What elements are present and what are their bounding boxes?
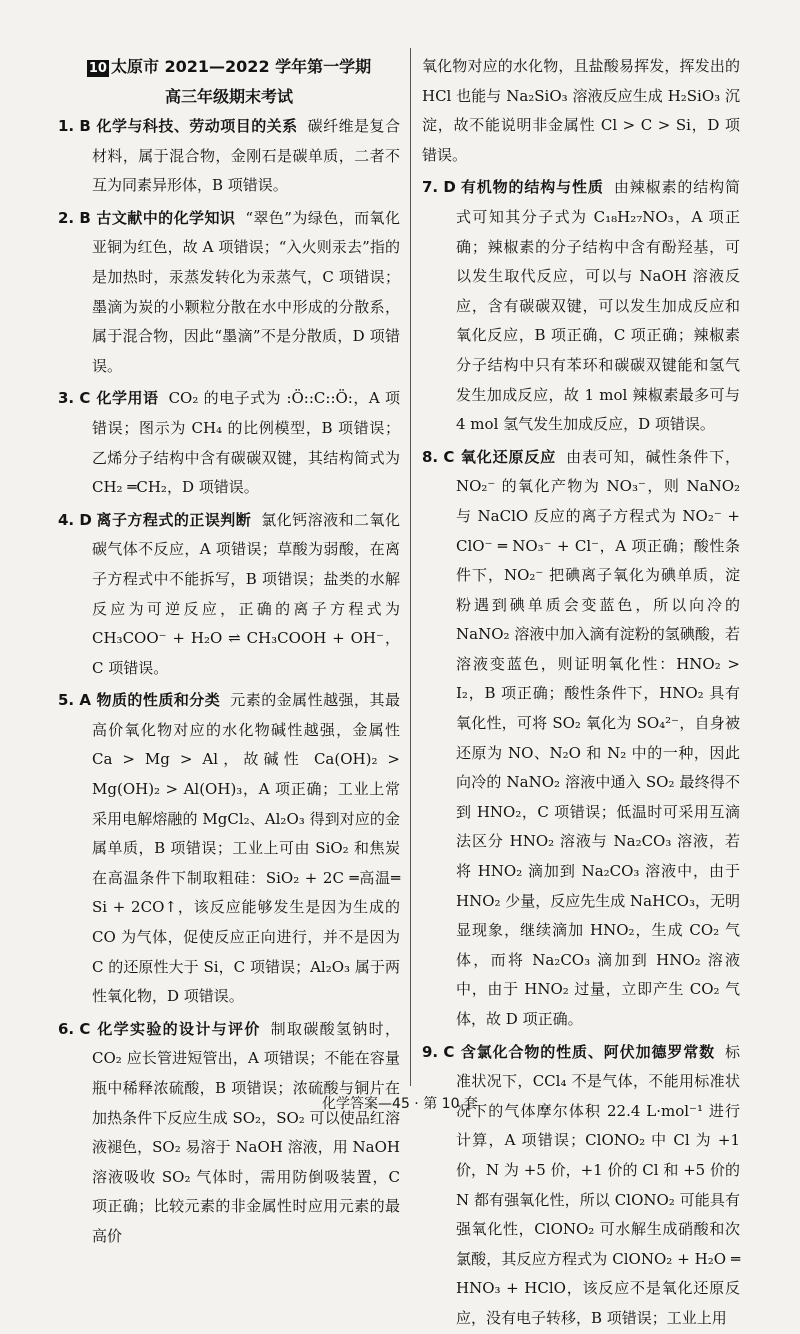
- answer-topic: 古文献中的化学知识: [96, 208, 236, 227]
- right-column: [422, 52, 745, 1334]
- answer-explanation: CO₂ 的电子式为 :Ö::C::Ö:，A 项错误；图示为 CH₄ 的比例模型，B 项错误；乙烯分子结构中含有碳碳双键，其结构简式为 CH₂ ═CH₂，D 项错误。: [92, 389, 405, 497]
- exam-title-line1: [58, 52, 400, 82]
- answer-item: [422, 1038, 745, 1334]
- answer-topic: 氧化还原反应: [460, 447, 557, 466]
- answer-topic: 离子方程式的正误判断: [96, 510, 252, 529]
- answer-item: [58, 204, 400, 382]
- set-number-badge: 10: [88, 61, 107, 76]
- answer-item: [422, 173, 745, 439]
- answer-explanation: 由表可知，碱性条件下，NO₂⁻ 的氧化产物为 NO₃⁻，则 NaNO₂ 与 NaClO 反应的离子方程式为 NO₂⁻ + ClO⁻ ═ NO₃⁻ + Cl⁻，A 项正确；酸性条件下，NO₂⁻ 把碘离子氧化为碘单质，淀粉遇到碘单质会变蓝色，所以向冷的 NaNO₂ 溶液中加入滴有淀粉的氢碘酸，若溶液变蓝色，则证明氧化性：HNO₂ > I₂，B 项正确；酸性条件下，HNO₂ 具有氧化性，可将 SO₂ 氧化为 SO₄²⁻，自身被还原为 NO、N₂O 和 N₂ 中的一种，因此向冷的 NaNO₂ 溶液中通入 SO₂ 最终得不到 HNO₂，C 项错误；低温时可采用互滴法区分 HNO₂ 溶液与 Na₂CO₃ 溶液，若将 HNO₂ 滴加到 Na₂CO₃ 溶液中，由于 HNO₂ 少量，反应先生成 NaHCO₃，无明显现象，继续滴加 HNO₂，生成 CO₂ 气体，而将 Na₂CO₃ 滴加到 HNO₂ 溶液中，由于 HNO₂ 过量，立即产生 CO₂ 气体，故 D 项正确。: [456, 447, 745, 1028]
- answer-label: 1. B: [58, 117, 91, 135]
- answer-explanation: 元素的金属性越强，其最高价氧化物对应的水化物碱性越强，金属性 Ca > Mg > Al，故碱性 Ca(OH)₂ > Mg(OH)₂ > Al(OH)₃，A 项正确；工业上常采用电解熔融的 MgCl₂、Al₂O₃ 得到对应的金属单质，B 项错误；工业上可由 SiO₂ 和焦炭在高温条件下制取粗硅：SiO₂ + 2C ═高温═ Si + 2CO↑，该反应能够发生是因为生成的 CO 为气体，促使反应正向进行，并不是因为 C 的还原性大于 Si，C 项错误；Al₂O₃ 属于两性氧化物，D 项错误。: [92, 691, 405, 1006]
- page-footer: 化学答案—45 · 第 10 套: [322, 1096, 478, 1112]
- answer-label: 7. D: [422, 178, 456, 197]
- answer-explanation: 碳纤维是复合材料，属于混合物，金刚石是碳单质，二者不互为同素异形体，B 项错误。: [92, 117, 400, 195]
- answer-explanation: 氧化物对应的水化物，且盐酸易挥发，挥发出的 HCl 也能与 Na₂SiO₃ 溶液反应生成 H₂SiO₃ 沉淀，故不能说明非金属性 Cl > C > Si，D 项错误。: [422, 57, 745, 164]
- answer-label: 3. C: [58, 389, 91, 408]
- left-column: [58, 52, 405, 1252]
- answer-item: [58, 112, 400, 201]
- answer-topic: 化学用语: [96, 389, 159, 408]
- answer-item: [58, 384, 405, 502]
- answer-label: 8. C: [422, 447, 455, 466]
- answer-item: [422, 443, 745, 1035]
- answer-item: [58, 1015, 405, 1252]
- answer-label: 2. B: [58, 208, 91, 227]
- answer-item: [58, 686, 405, 1012]
- answer-topic: 有机物的结构与性质: [460, 178, 604, 197]
- exam-subtitle: 高三年级期末考试: [164, 87, 293, 106]
- answer-item: [58, 506, 405, 684]
- answer-label: 4. D: [58, 510, 92, 529]
- column-divider: [410, 48, 411, 1086]
- answer-topic: 物质的性质和分类: [96, 691, 221, 710]
- answer-explanation: “翠色”为绿色，而氧化亚铜为红色，故 A 项错误；“入火则汞去”指的是加热时，汞蒸发转化为汞蒸气，C 项错误；墨滴为炭的小颗粒分散在水中形成的分散系，属于混合物，因此“墨滴”不是分散质，D 项错误。: [92, 208, 400, 375]
- answer-label: 6. C: [58, 1019, 91, 1038]
- answer-topic: 化学与科技、劳动项目的关系: [96, 117, 298, 135]
- answer-explanation: 标准状况下，CCl₄ 不是气体，不能用标准状况下的气体摩尔体积 22.4 L·mol⁻¹ 进行计算，A 项错误；ClONO₂ 中 Cl 为 +1 价，N 为 +5 价，+1 价的 Cl 和 +5 价的 N 都有强氧化性，所以 ClONO₂ 可能具有强氧化性，ClONO₂ 可水解生成硝酸和次氯酸，其反应方程式为 ClONO₂ + H₂O ═ HNO₃ + HClO，该反应不是氧化还原反应，没有电子转移，B 项错误；工业上用: [456, 1042, 745, 1327]
- answer-item-continued: [422, 52, 745, 170]
- answer-topic: 化学实验的设计与评价: [96, 1019, 261, 1038]
- answer-explanation: 氯化钙溶液和二氧化碳气体不反应，A 项错误；草酸为弱酸，在离子方程式中不能拆写，B 项错误；盐类的水解反应为可逆反应，正确的离子方程式为 CH₃COO⁻ + H₂O ⇌ CH₃COOH + OH⁻，C 项错误。: [92, 510, 405, 677]
- answer-topic: 含氯化合物的性质、阿伏加德罗常数: [460, 1042, 715, 1061]
- exam-title: 太原市 2021—2022 学年第一学期: [110, 57, 372, 76]
- answer-label: 9. C: [422, 1042, 455, 1061]
- answer-label: 5. A: [58, 691, 91, 710]
- answer-explanation: 由辣椒素的结构简式可知其分子式为 C₁₈H₂₇NO₃，A 项正确；辣椒素的分子结构中含有酚羟基，可以发生取代反应，可以与 NaOH 溶液反应，含有碳碳双键，可以发生加成反应和氧化反应，B 项正确，C 项正确；辣椒素分子结构中只有苯环和碳碳双键能和氢气发生加成反应，故 1 mol 辣椒素最多可与 4 mol 氢气发生加成反应，D 项错误。: [456, 178, 745, 434]
- answer-explanation: 制取碳酸氢钠时，CO₂ 应长管进短管出，A 项错误；不能在容量瓶中稀释浓硫酸，B 项错误；浓硫酸与铜片在加热条件下反应生成 SO₂，SO₂ 可以使品红溶液褪色，SO₂ 易溶于 NaOH 溶液，用 NaOH 溶液吸收 SO₂ 气体时，需用防倒吸装置，C 项正确；比较元素的非金属性时应用元素的最高价: [92, 1019, 405, 1245]
